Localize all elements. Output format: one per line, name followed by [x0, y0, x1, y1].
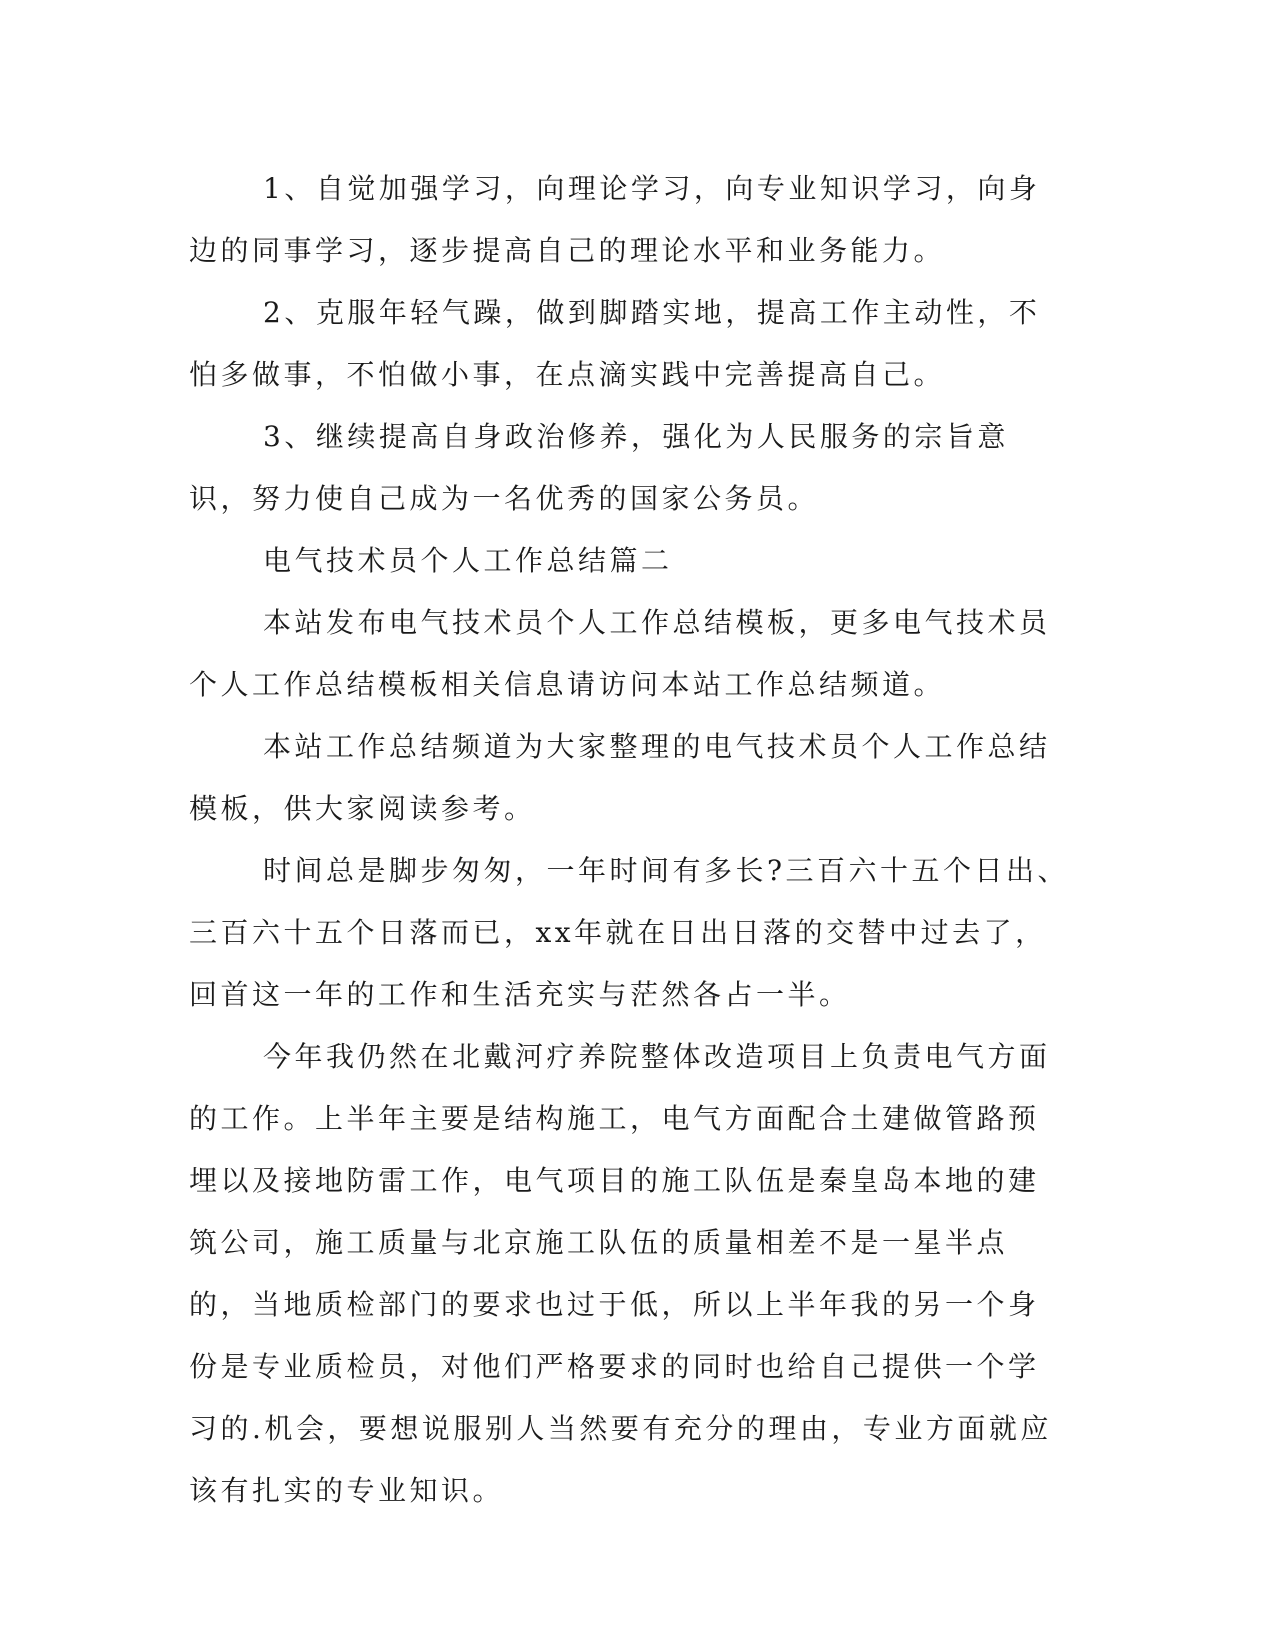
section-heading: 电气技术员个人工作总结篇二: [263, 544, 673, 577]
paragraph-item-3: 3、继续提高自身政治修养，强化为人民服务的宗旨意识，努力使自己成为一名优秀的国家公务员。: [189, 420, 1009, 515]
paragraph-time: 时间总是脚步匆匆，一年时间有多长?三百六十五个日出、三百六十五个日落而已，xx年就在日出日落的交替中过去了，回首这一年的工作和生活充实与茫然各占一半。: [189, 854, 1070, 1011]
paragraph-item-2: 2、克服年轻气躁，做到脚踏实地，提高工作主动性，不怕多做事，不怕做小事，在点滴实践中完善提高自己。: [189, 296, 1041, 391]
document-body: [189, 158, 1069, 1522]
paragraph-work: 今年我仍然在北戴河疗养院整体改造项目上负责电气方面的工作。上半年主要是结构施工，电气方面配合土建做管路预埋以及接地防雷工作，电气项目的施工队伍是秦皇岛本地的建筑公司，施工质量与北京施工队伍的质量相差不是一星半点的，当地质检部门的要求也过于低，所以上半年我的另一个身份是专业质检员，对他们严格要求的同时也给自己提供一个学习的.机会，要想说服别人当然要有充分的理由，专业方面就应该有扎实的专业知识。: [189, 1040, 1052, 1507]
paragraph-item-1: 1、自觉加强学习，向理论学习，向专业知识学习，向身边的同事学习，逐步提高自己的理论水平和业务能力。: [189, 172, 1041, 267]
paragraph-intro: 本站发布电气技术员个人工作总结模板，更多电气技术员个人工作总结模板相关信息请访问本站工作总结频道。: [189, 606, 1051, 701]
paragraph-intro-2: 本站工作总结频道为大家整理的电气技术员个人工作总结模板，供大家阅读参考。: [189, 730, 1051, 825]
